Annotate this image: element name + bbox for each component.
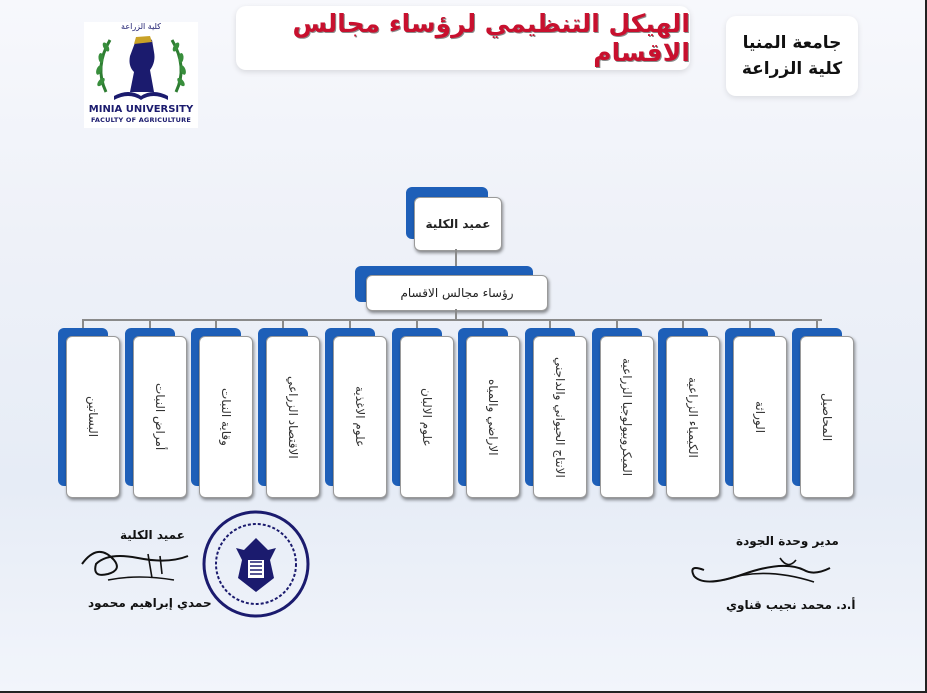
department-node	[133, 336, 187, 498]
department-label: المحاصيل	[820, 392, 834, 442]
department-label: الاقتصاد الزراعي	[286, 375, 300, 459]
root-node-label: عميد الكلية	[425, 217, 491, 231]
department-node	[266, 336, 320, 498]
department-label: الكيمياء الزراعية	[686, 376, 700, 458]
faculty-logo	[84, 22, 198, 128]
left-signature-icon	[78, 534, 198, 590]
department-node	[199, 336, 253, 498]
department-label: الميكروبيولوجيا الزراعية	[620, 357, 634, 477]
department-label: علوم الالبان	[420, 387, 434, 447]
department-node	[600, 336, 654, 498]
university-name: جامعة المنيا	[742, 33, 842, 53]
department-label: أمراض النبات	[153, 383, 167, 451]
department-label: الوراثة	[753, 400, 767, 434]
department-node	[466, 336, 520, 498]
root-node	[414, 197, 502, 251]
title-box	[236, 6, 690, 70]
department-node	[400, 336, 454, 498]
department-node	[666, 336, 720, 498]
department-node	[733, 336, 787, 498]
university-box	[726, 16, 858, 96]
department-node	[66, 336, 120, 498]
department-node	[800, 336, 854, 498]
left-signature-title: عميد الكلية	[120, 528, 185, 542]
left-signature-name: حمدي إبراهيم محمود	[88, 596, 212, 610]
department-label: الاراضي والمياه	[486, 378, 500, 456]
department-node	[533, 336, 587, 498]
faculty-name: كلية الزراعة	[741, 59, 843, 79]
department-label: علوم الاغذية	[353, 386, 367, 448]
right-signature-title: مدير وحدة الجودة	[736, 534, 839, 548]
departments-bus-line	[82, 319, 822, 321]
connector-root-to-level2	[455, 249, 457, 266]
department-node	[333, 336, 387, 498]
right-signature-name: أ.د. محمد نجيب قناوي	[726, 598, 856, 612]
department-label: الانتاج الحيواني والداجني	[553, 356, 567, 478]
level2-node-label: رؤساء مجالس الاقسام	[400, 286, 514, 300]
logo-arabic-text: كلية الزراعة	[121, 22, 161, 31]
logo-english-line1: MINIA UNIVERSITY	[88, 104, 194, 115]
official-stamp-icon	[200, 508, 312, 620]
department-label: البساتين	[86, 396, 100, 438]
logo-emblem-icon	[84, 22, 198, 106]
page-title: الهيكل التنظيمي لرؤساء مجالس الاقسام	[292, 9, 690, 67]
logo-english-line2: FACULTY OF AGRICULTURE	[91, 116, 191, 124]
department-label: وقاية النبات	[219, 388, 233, 446]
level2-node	[366, 275, 548, 311]
right-signature-icon	[684, 540, 834, 596]
